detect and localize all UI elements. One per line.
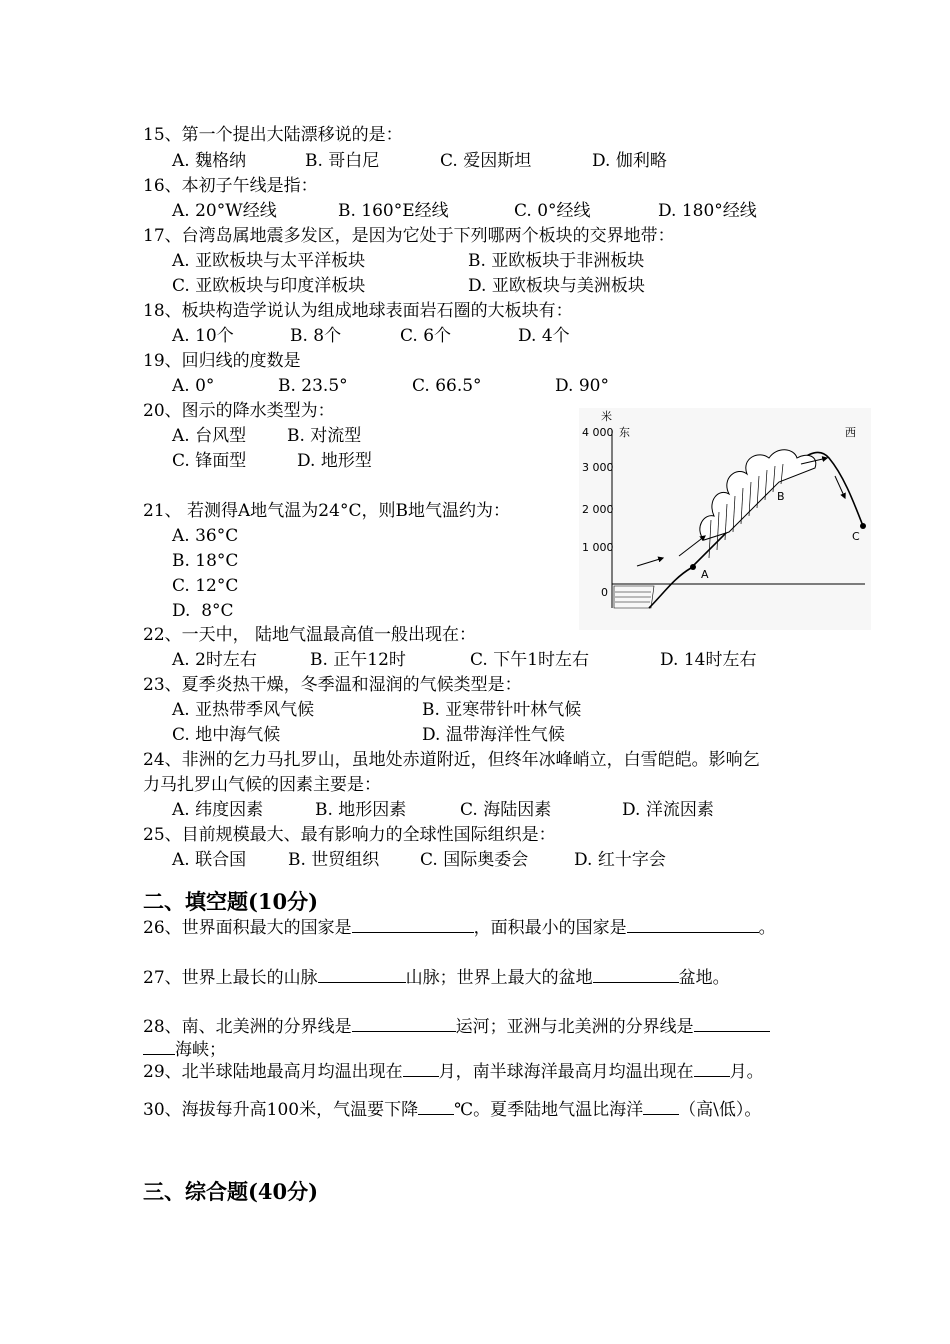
q26-blank1[interactable]: [352, 916, 474, 933]
q19-option-b: B. 23.5°: [278, 376, 348, 396]
q23-stem: 23、夏季炎热干燥，冬季温和湿润的气候类型是：: [143, 675, 522, 695]
y-tick-2000: 2 000: [582, 503, 614, 516]
east-label: 东: [619, 426, 630, 439]
q28-blank1[interactable]: [352, 1015, 456, 1032]
q24-stem-line1: 24、非洲的乞力马扎罗山，虽地处赤道附近，但终年冰峰峭立，白雪皑皑。影响乞: [143, 750, 760, 770]
q20-option-d: D. 地形型: [297, 451, 372, 471]
q30-line: [143, 1098, 761, 1121]
q23-option-b: B. 亚寒带针叶林气候: [422, 700, 582, 720]
q30-part2: ℃。夏季陆地气温比海洋: [454, 1100, 644, 1120]
q21-option-d: D. 8°C: [172, 601, 234, 621]
q18-stem: 18、板块构造学说认为组成地球表面岩石圈的大板块有：: [143, 301, 573, 321]
q27-blank1[interactable]: [318, 966, 406, 983]
q20-option-a: A. 台风型: [172, 426, 247, 446]
y-tick-1000: 1 000: [582, 541, 614, 554]
wind-arrow-1: [637, 558, 663, 566]
orographic-rain-svg: [579, 408, 871, 630]
q18-option-a: A. 10个: [172, 326, 234, 346]
q15-stem: 15、第一个提出大陆漂移说的是：: [143, 125, 403, 145]
q22-option-d: D. 14时左右: [660, 650, 757, 670]
q21-stem: 21、 若测得A地气温为24°C，则B地气温约为：: [143, 501, 510, 521]
q29-part3: 月。: [729, 1062, 764, 1082]
unit-label: 米: [601, 410, 612, 423]
q28-part2: 运河；亚洲与北美洲的分界线是: [455, 1017, 694, 1037]
q29-part2: 月，南半球海洋最高月均温出现在: [438, 1062, 694, 1082]
q24-option-a: A. 纬度因素: [172, 800, 264, 820]
q22-option-c: C. 下午1时左右: [470, 650, 590, 670]
q22-option-a: A. 2时左右: [172, 650, 257, 670]
q29-blank2[interactable]: [694, 1060, 730, 1077]
q25-option-a: A. 联合国: [172, 850, 247, 870]
q27-part3: 盆地。: [678, 968, 730, 988]
q28-line2: [143, 1038, 226, 1061]
point-b-label: B: [777, 490, 785, 503]
q25-option-b: B. 世贸组织: [288, 850, 380, 870]
q15-option-b: B. 哥白尼: [305, 151, 380, 171]
q28-blank2a[interactable]: [694, 1015, 770, 1032]
q23-option-d: D. 温带海洋性气候: [422, 725, 565, 745]
q21-option-b: B. 18°C: [172, 551, 239, 571]
q25-option-d: D. 红十字会: [574, 850, 666, 870]
q18-option-b: B. 8个: [290, 326, 342, 346]
q24-option-b: B. 地形因素: [315, 800, 407, 820]
q16-stem: 16、本初子午线是指：: [143, 176, 318, 196]
q19-option-d: D. 90°: [555, 376, 609, 396]
q17-option-d: D. 亚欧板块与美洲板块: [468, 276, 645, 296]
y-tick-4000: 4 000: [582, 426, 614, 439]
q24-option-c: C. 海陆因素: [460, 800, 552, 820]
q26-part1: 26、世界面积最大的国家是: [143, 918, 352, 938]
q28-blank2b[interactable]: [143, 1038, 175, 1055]
q18-option-d: D. 4个: [518, 326, 570, 346]
q19-option-a: A. 0°: [172, 376, 215, 396]
orographic-rain-diagram: [579, 408, 871, 630]
y-tick-3000: 3 000: [582, 461, 614, 474]
sea-waves: [615, 592, 651, 602]
q25-stem: 25、目前规模最大、最有影响力的全球性国际组织是：: [143, 825, 556, 845]
q16-option-a: A. 20°W经线: [172, 201, 277, 221]
q26-part2: ，面积最小的国家是: [473, 918, 627, 938]
q30-blank1[interactable]: [418, 1098, 454, 1115]
q21-option-a: A. 36°C: [172, 526, 239, 546]
point-c-marker: [860, 523, 866, 529]
q28-part3: 海峡；: [175, 1040, 226, 1060]
point-a-marker: [690, 564, 696, 570]
q30-part3: （高\低）。: [679, 1100, 762, 1120]
q23-option-c: C. 地中海气候: [172, 725, 281, 745]
q26-line: [143, 916, 776, 939]
q23-option-a: A. 亚热带季风气候: [172, 700, 315, 720]
wind-arrow-2: [679, 536, 705, 556]
y-tick-0: 0: [601, 586, 608, 599]
q24-option-d: D. 洋流因素: [622, 800, 714, 820]
q18-option-c: C. 6个: [400, 326, 452, 346]
q30-part1: 30、海拔每升高100米，气温要下降: [143, 1100, 419, 1120]
q15-option-a: A. 魏格纳: [172, 151, 247, 171]
q17-option-c: C. 亚欧板块与印度洋板块: [172, 276, 366, 296]
q30-blank2[interactable]: [643, 1098, 679, 1115]
q28-line: [143, 1015, 770, 1038]
q27-part1: 27、世界上最长的山脉: [143, 968, 318, 988]
q27-line: [143, 966, 730, 989]
q29-line: [143, 1060, 764, 1083]
q28-part1: 28、南、北美洲的分界线是: [143, 1017, 352, 1037]
q16-option-b: B. 160°E经线: [338, 201, 449, 221]
q20-option-c: C. 锋面型: [172, 451, 247, 471]
q20-stem: 20、图示的降水类型为：: [143, 401, 335, 421]
q27-blank2[interactable]: [593, 966, 679, 983]
q19-option-c: C. 66.5°: [412, 376, 482, 396]
west-label: 西: [845, 426, 856, 439]
q17-option-a: A. 亚欧板块与太平洋板块: [172, 251, 366, 271]
q26-blank2[interactable]: [627, 916, 759, 933]
q24-stem-line2: 力马扎罗山气候的因素主要是：: [143, 775, 381, 795]
q29-blank1[interactable]: [403, 1060, 439, 1077]
point-a-label: A: [701, 568, 709, 581]
section3-title: 三、综合题(40分): [143, 1179, 319, 1204]
q26-part3: 。: [758, 918, 776, 938]
q15-option-c: C. 爱因斯坦: [440, 151, 532, 171]
q16-option-d: D. 180°经线: [658, 201, 757, 221]
section2-title: 二、填空题(10分): [143, 889, 319, 914]
q25-option-c: C. 国际奥委会: [420, 850, 529, 870]
q29-part1: 29、北半球陆地最高月均温出现在: [143, 1062, 403, 1082]
q22-option-b: B. 正午12时: [310, 650, 406, 670]
point-c-label: C: [852, 530, 860, 543]
q17-stem: 17、台湾岛属地震多发区，是因为它处于下列哪两个板块的交界地带：: [143, 226, 675, 246]
q21-option-c: C. 12°C: [172, 576, 239, 596]
q17-option-b: B. 亚欧板块于非洲板块: [468, 251, 645, 271]
q15-option-d: D. 伽利略: [592, 151, 667, 171]
q22-stem: 22、一天中， 陆地气温最高值一般出现在：: [143, 625, 477, 645]
q20-option-b: B. 对流型: [287, 426, 362, 446]
q16-option-c: C. 0°经线: [514, 201, 591, 221]
q19-stem: 19、回归线的度数是: [143, 351, 301, 371]
q27-part2: 山脉；世界上最大的盆地: [405, 968, 593, 988]
